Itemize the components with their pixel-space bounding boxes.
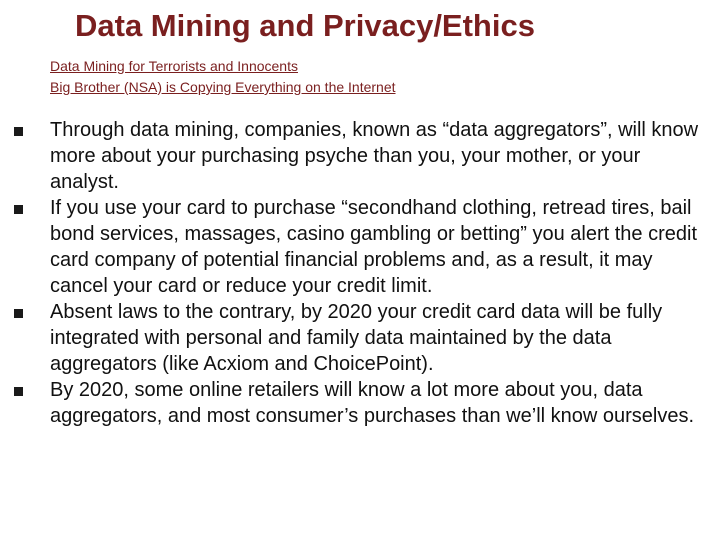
square-bullet-icon — [14, 387, 23, 396]
bullet-text: If you use your card to purchase “secondhand clothing, retread tires, bail bond services, massages, casino gambling or betting” you alert the credit card company of potential financial problems and, as a result, it may cancel your card or reduce your credit limit. — [50, 197, 698, 297]
slide-title: Data Mining and Privacy/Ethics — [75, 8, 535, 43]
bullet-item — [0, 299, 720, 377]
square-bullet-icon — [14, 127, 23, 136]
link-data-mining-terrorists[interactable]: Data Mining for Terrorists and Innocents — [50, 58, 298, 74]
reference-links — [50, 56, 396, 98]
bullet-text: Absent laws to the contrary, by 2020 your credit card data will be fully integrated with personal and family data maintained by the data aggregators (like Acxiom and ChoicePoint). — [50, 301, 663, 375]
bullet-text: By 2020, some online retailers will know a lot more about you, data aggregators, and most consumer’s purchases than we’ll know ourselves. — [50, 379, 695, 427]
bullet-item — [0, 117, 720, 195]
bullet-item — [0, 377, 720, 429]
bullet-item — [0, 195, 720, 299]
square-bullet-icon — [14, 205, 23, 214]
bullet-text: Through data mining, companies, known as “data aggregators”, will know more about your purchasing psyche than you, your mother, or your analyst. — [50, 119, 699, 193]
link-big-brother-nsa[interactable]: Big Brother (NSA) is Copying Everything on the Internet — [50, 79, 396, 95]
square-bullet-icon — [14, 309, 23, 318]
bullet-list — [0, 117, 720, 429]
